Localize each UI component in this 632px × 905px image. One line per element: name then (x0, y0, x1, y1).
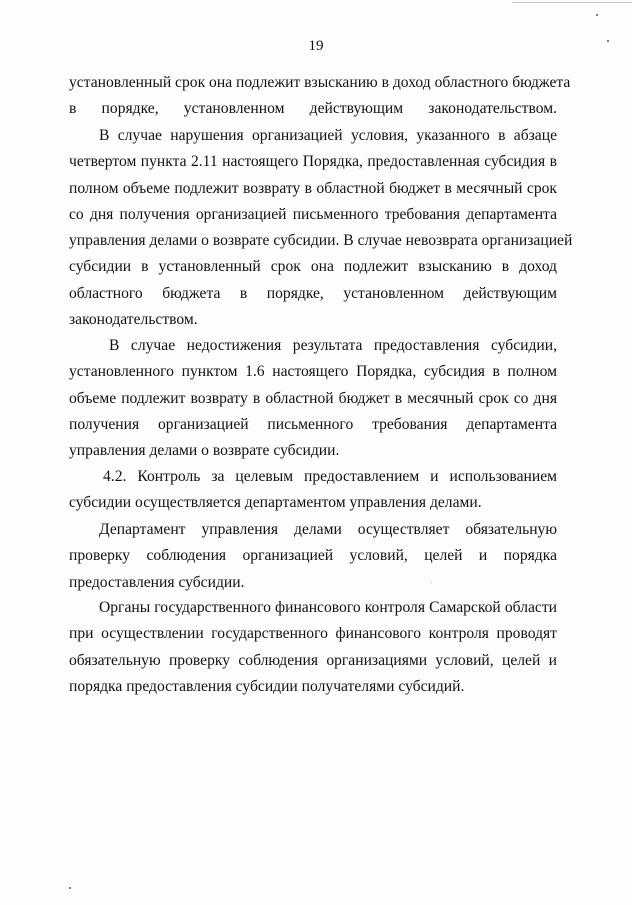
text-line: четвертом пункта 2.11 настоящего Порядка, предоставленная субсидия в (69, 153, 557, 171)
text-line (69, 517, 557, 543)
line-text: В случае нарушения организацией условия, указанного в абзаце (99, 127, 557, 144)
text-line: получения организацией письменного требования департамента (69, 415, 557, 433)
text-line: при осуществлении государственного финансового контроля проводят (69, 625, 557, 643)
line-text: 4.2. Контроль за целевым предоставлением и использованием (103, 468, 557, 485)
text-line (69, 595, 557, 621)
text-line: законодательством. (69, 311, 198, 329)
text-line: установленного пунктом 1.6 настоящего Порядка, субсидия в полном (69, 363, 557, 381)
scan-edge-line (512, 2, 632, 3)
text-line: в порядке, установленном действующим законодательством. (69, 100, 557, 118)
text-line (69, 464, 557, 490)
line-text: установленный срок она подлежит взысканию в доход областного бюджета (69, 74, 571, 91)
text-line (69, 123, 557, 149)
text-line: полном объеме подлежит возврату в областной бюджет в месячный срок (69, 179, 557, 197)
text-line: проверку соблюдения организацией условий, целей и порядка (69, 547, 557, 565)
line-text: Департамент управления делами осуществляет обязательную (99, 521, 557, 538)
line-text: Органы государственного финансового контроля Самарской области (99, 599, 557, 616)
text-line: порядка предоставления субсидии получателями субсидий. (69, 677, 465, 695)
scan-speck (596, 14, 598, 16)
text-line (69, 333, 557, 359)
paragraph (69, 333, 557, 464)
paragraph (69, 595, 557, 700)
text-line: субсидии осуществляется департаментом управления делами. (69, 494, 482, 512)
text-line: субсидии в установленный срок она подлежит взысканию в доход (69, 258, 557, 276)
paragraph (69, 123, 573, 333)
text-line (69, 70, 571, 96)
text-line: со дня получения организацией письменного требования департамента (69, 205, 557, 223)
text-line: областного бюджета в порядке, установленном действующим (69, 284, 557, 302)
paragraph (69, 464, 557, 517)
text-line: обязательную проверку соблюдения организациями условий, целей и (69, 651, 557, 669)
text-line: предоставления субсидии. (69, 573, 245, 591)
paragraph (69, 517, 557, 596)
paragraph (69, 70, 571, 123)
line-text: В случае недостижения результата предоставления субсидии, (109, 337, 557, 354)
text-line: управления делами о возврате субсидии. В случае невозврата организацией (69, 232, 573, 250)
text-line: объеме подлежит возврату в областной бюджет в месячный срок со дня (69, 389, 557, 407)
text-line: управления делами о возврате субсидии. (69, 442, 340, 460)
scan-speck (69, 887, 71, 889)
page-number: 19 (308, 38, 324, 54)
